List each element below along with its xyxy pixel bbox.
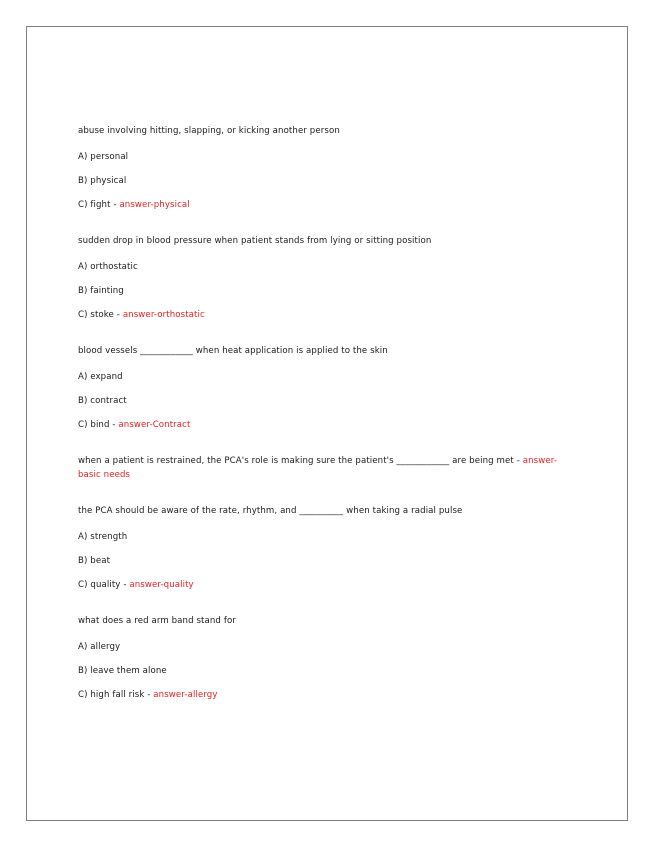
option-c-text: C) stoke - (78, 310, 123, 320)
question-5 (78, 504, 578, 592)
option-c-text: C) high fall risk - (78, 690, 154, 700)
option-a: A) strength (78, 532, 128, 542)
question-1 (78, 124, 578, 212)
option-a: A) orthostatic (78, 262, 138, 272)
option-c-text: C) bind - (78, 420, 119, 430)
option-c (78, 418, 578, 432)
answer-text: answer-allergy (153, 690, 218, 700)
option-a: A) expand (78, 372, 123, 382)
question-stem: abuse involving hitting, slapping, or kicking another person (78, 126, 340, 136)
answer-text: answer-basic needs (78, 456, 558, 480)
question-stem: blood vessels ____________ when heat application is applied to the skin (78, 346, 388, 356)
question-stem: what does a red arm band stand for (78, 616, 236, 626)
answer-text: answer-Contract (118, 420, 191, 430)
question-3 (78, 344, 578, 432)
option-c-text: C) fight - (78, 200, 120, 210)
option-c (78, 198, 578, 212)
question-stem: sudden drop in blood pressure when patient stands from lying or sitting position (78, 236, 432, 246)
option-b: B) contract (78, 396, 127, 406)
question-stem-with-answer (78, 454, 578, 482)
option-c-text: C) quality - (78, 580, 130, 590)
question-2 (78, 234, 578, 322)
question-stem: the PCA should be aware of the rate, rhythm, and __________ when taking a radial pulse (78, 506, 463, 516)
answer-text: answer-physical (119, 200, 190, 210)
option-a: A) allergy (78, 642, 121, 652)
option-b: B) fainting (78, 286, 124, 296)
document-page (26, 26, 628, 821)
question-6 (78, 614, 578, 702)
question-4 (78, 454, 578, 482)
quiz-content (78, 124, 578, 724)
option-b: B) leave them alone (78, 666, 167, 676)
answer-text: answer-orthostatic (122, 310, 205, 320)
option-c (78, 688, 578, 702)
option-a: A) personal (78, 152, 129, 162)
answer-text: answer-quality (129, 580, 194, 590)
option-c (78, 308, 578, 322)
option-b: B) beat (78, 556, 111, 566)
option-b: B) physical (78, 176, 127, 186)
question-stem: when a patient is restrained, the PCA's role is making sure the patient's ____________ are being met - (78, 456, 523, 466)
option-c (78, 578, 578, 592)
